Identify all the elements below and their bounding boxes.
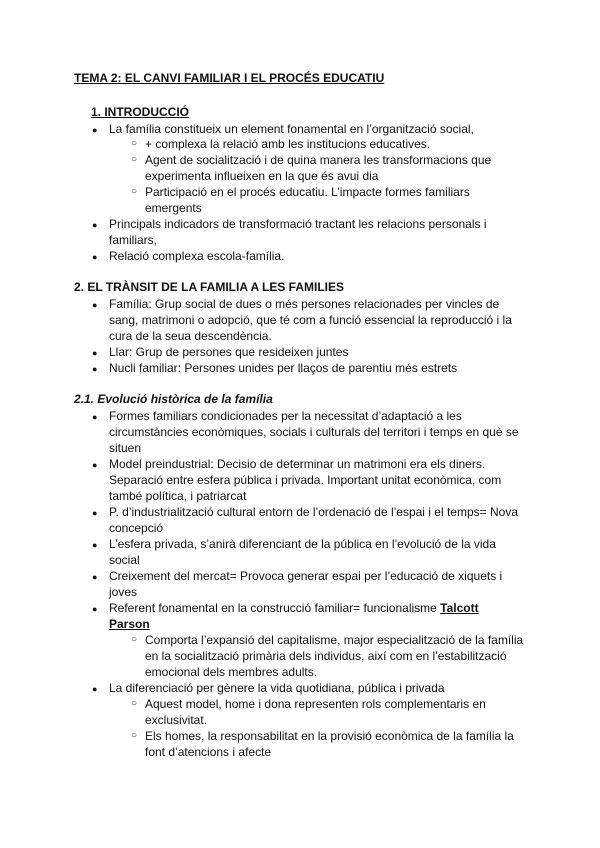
s21-bullet-5-line-1: Creixement del mercat= Provoca generar espai per l’educació de xiquets i — [109, 569, 503, 583]
s21-sub-3-line-1: Els homes, la responsabilitat en la provisió econòmica de la família la — [145, 729, 514, 743]
s1-bullet-3: Relació complexa escola-família. — [109, 249, 285, 263]
s2-bullet-1-line-2: sang, matrimoni o adopció, que té com a funció essencial la reproducció i la — [109, 313, 512, 327]
s21-bullet-4-line-1: L’esfera privada, s’anirà diferenciant de la pública en l’evolució de la vida — [109, 537, 496, 551]
section-2-heading: 2. EL TRÀNSIT DE LA FAMILIA A LES FAMILIES — [74, 280, 345, 294]
s1-sub-3-line-1: Participació en el procés educatiu. L’impacte formes familiars — [145, 185, 470, 199]
bullet-icon: ● — [92, 604, 98, 614]
bullet-icon: ● — [92, 300, 98, 310]
s21-bullet-7: La diferenciació per gènere la vida quotidiana, pública i privada — [109, 681, 445, 695]
s1-bullet-2-line-1: Principals indicadors de transformació tractant les relacions personals i — [109, 217, 487, 231]
s2-bullet-3: Nucli familiar: Persones unides per llaços de parentiu més estrets — [109, 361, 458, 375]
section-1-heading: 1. INTRODUCCIÓ — [91, 105, 190, 119]
sub-bullet-icon: ○ — [131, 730, 138, 741]
sub-bullet-icon: ○ — [131, 186, 138, 197]
bullet-icon: ● — [92, 540, 98, 550]
sub-bullet-icon: ○ — [131, 138, 138, 149]
bullet-icon: ● — [92, 460, 98, 470]
s21-bullet-5-line-2: joves — [109, 585, 138, 599]
s21-bullet-6-text: Referent fonamental en la construcció familiar= funcionalisme — [109, 601, 441, 615]
s21-bullet-3-line-1: P. d’industrialització cultural entorn de l’ordenació de l’espai i el temps= Nova — [109, 505, 519, 519]
s21-sub-1-line-3: emocional dels membres adults. — [145, 665, 318, 679]
s1-sub-2-line-2: experimenta influeixen en la que és avui dia — [145, 169, 379, 183]
s21-bullet-3-line-2: concepció — [109, 521, 164, 535]
s21-sub-3-line-2: font d’atencions i afecte — [145, 745, 272, 759]
s21-sub-1-line-1: Comporta l’expansió del capitalisme, major especialització de la família — [145, 633, 524, 647]
s21-sub-2-line-1: Aquest model, home i dona representen rols complementaris en — [145, 697, 486, 711]
s21-sub-1-line-2: en la socialització primària dels individus, així com en l’estabilització — [145, 649, 507, 663]
bullet-icon: ● — [92, 220, 98, 230]
s21-bullet-6-line-1 — [109, 600, 479, 616]
bullet-icon: ● — [92, 125, 98, 135]
s1-sub-1: + complexa la relació amb les institucions educatives. — [145, 137, 431, 151]
s21-sub-2-line-2: exclusivitat. — [145, 713, 208, 727]
bullet-icon: ● — [92, 572, 98, 582]
s2-bullet-2: Llar: Grup de persones que resideixen juntes — [109, 345, 349, 359]
s2-bullet-1-line-3: cura de la seua descendència. — [109, 329, 272, 343]
parson-name: Parson — [109, 617, 150, 631]
bullet-icon: ● — [92, 684, 98, 694]
bullet-icon: ● — [92, 508, 98, 518]
sub-bullet-icon: ○ — [131, 634, 138, 645]
bullet-icon: ● — [92, 364, 98, 374]
bullet-icon: ● — [92, 412, 98, 422]
section-2-1-heading: 2.1. Evolució històrica de la família — [74, 392, 273, 406]
s21-bullet-2-line-3: també política, i patriarcat — [109, 489, 247, 503]
s21-bullet-2-line-2: Separació entre esfera pública i privada. Important unitat econòmica, com — [109, 473, 502, 487]
s1-sub-3-line-2: emergents — [145, 201, 202, 215]
bullet-icon: ● — [92, 252, 98, 262]
sub-bullet-icon: ○ — [131, 154, 138, 165]
s21-bullet-4-line-2: social — [109, 553, 140, 567]
bullet-icon: ● — [92, 348, 98, 358]
s1-sub-2-line-1: Agent de socialització i de quina manera les transformacions que — [145, 153, 492, 167]
s21-bullet-2-line-1: Model preindustrial: Decisio de determinar un matrimoni era els diners. — [109, 457, 486, 471]
s2-bullet-1-line-1: Família: Grup social de dues o més persones relacionades per vincles de — [109, 297, 500, 311]
s21-bullet-1-line-2: circumstàncies econòmiques, socials i culturals del territori i temps en què se — [109, 425, 519, 439]
s21-bullet-1-line-1: Formes familiars condicionades per la necessitat d’adaptació a les — [109, 409, 462, 423]
s1-bullet-2-line-2: familiars, — [109, 233, 158, 247]
s21-bullet-1-line-3: situen — [109, 441, 142, 455]
document-title: TEMA 2: EL CANVI FAMILIAR I EL PROCÉS EDUCATIU — [74, 71, 385, 85]
s1-bullet-1: La família constitueix un element fonamental en l’organització social, — [109, 122, 474, 136]
talcott-name: Talcott — [440, 601, 479, 615]
sub-bullet-icon: ○ — [131, 698, 138, 709]
